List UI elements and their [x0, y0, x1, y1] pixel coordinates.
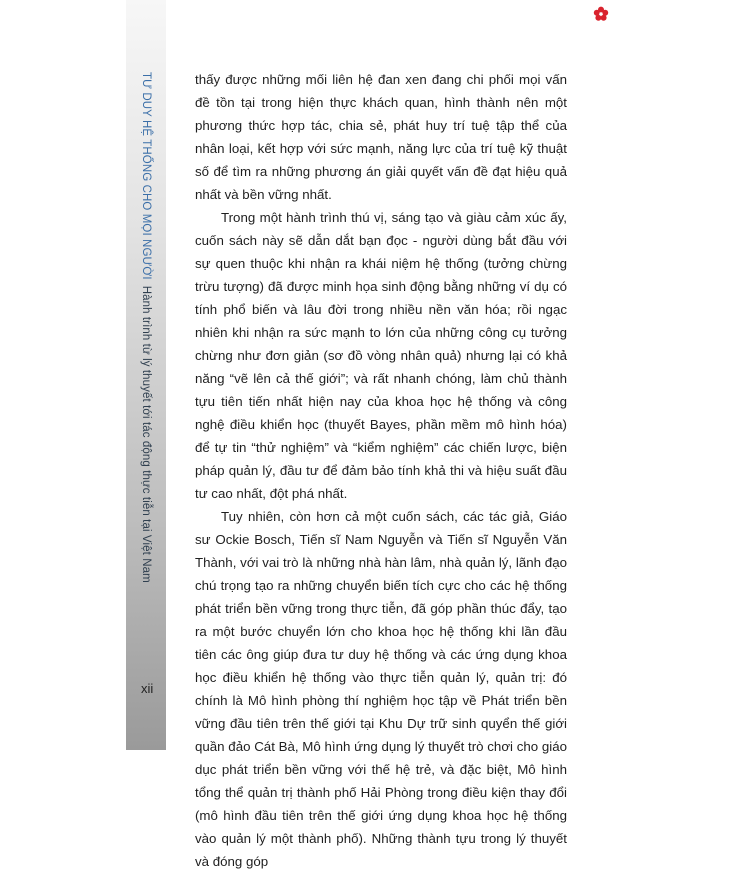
paragraph-3: Tuy nhiên, còn hơn cả một cuốn sách, các tác giả, Giáo sư Ockie Bosch, Tiến sĩ Nam Nguyễn và Tiến sĩ Nguyễn Văn Thành, với vai trò là những nhà hàn lâm, nhà quản lý, lãnh đạo chú trọng tạo ra những chuyển biến tích cực cho các hệ thống phát triển bền vững trong thực tiễn, đã góp phần thúc đẩy, tạo ra một bước chuyển lớn cho khoa học hệ thống khi lần đầu tiên các ông giúp đưa tư duy hệ thống và các ứng dụng khoa học điều khiển hệ thống vào thực tiễn quản lý, quản trị: đó chính là Mô hình phòng thí nghiệm học tập về Phát triển bền vững đầu tiên trên thế giới tại Khu Dự trữ sinh quyển thế giới quần đảo Cát Bà, Mô hình ứng dụng lý thuyết trò chơi cho giáo dục phát triển bền vững với thế hệ trẻ, và đặc biệt, Mô hình tổng thể quản trị thành phố Hải Phòng trong điều kiện thay đổi (mô hình đầu tiên trên thế giới ứng dụng khoa học hệ thống vào quản lý một thành phố). Những thành tựu trong lý thuyết và đóng góp — [195, 509, 567, 869]
page-number: xii — [141, 681, 154, 696]
running-title-sub: Hành trình từ lý thuyết tới tác động thực tiễn tại Việt Nam — [140, 285, 152, 583]
paragraph-2: Trong một hành trình thú vị, sáng tạo và giàu cảm xúc ấy, cuốn sách này sẽ dẫn dắt bạn đọc - người dùng bắt đầu với sự quen thuộc khi nhận ra khái niệm hệ thống (tưởng chừng trừu tượng) đã được minh họa sinh động bằng những ví dụ có tính phổ biến và lâu đời trong nhiều nền văn hóa; rồi ngạc nhiên khi nhận ra sức mạnh to lớn của những công cụ tưởng chừng như đơn giản (sơ đồ vòng nhân quả) nhưng lại có khả năng “vẽ lên cả thế giới”; và rất nhanh chóng, làm chủ thành tựu tiên tiến nhất hiện nay của khoa học hệ thống và công nghệ điều khiển học (thuyết Bayes, phần mềm mô hình hóa) để tự tin “thử nghiệm” và “kiểm nghiệm” các chiến lược, biện pháp quản lý, đầu tư để đảm bảo tính khả thi và hiệu suất đầu tư cao nhất, đột phá nhất. — [195, 210, 567, 501]
paragraph-1: thấy được những mối liên hệ đan xen đang chi phối mọi vấn đề tồn tại trong hiện thực khách quan, hình thành nên một phương thức hợp tác, chia sẻ, phát huy trí tuệ tập thể của nhân loại, kết hợp với sức mạnh, năng lực của trí tuệ kỹ thuật số để tìm ra những phương án giải quyết vấn đề đạt hiệu quả nhất và bền vững nhất. — [195, 72, 567, 202]
running-title — [140, 72, 152, 583]
running-title-main: TƯ DUY HỆ THỐNG CHO MỌI NGƯỜI — [140, 72, 152, 280]
body-text — [195, 68, 567, 873]
flower-icon — [593, 6, 609, 22]
